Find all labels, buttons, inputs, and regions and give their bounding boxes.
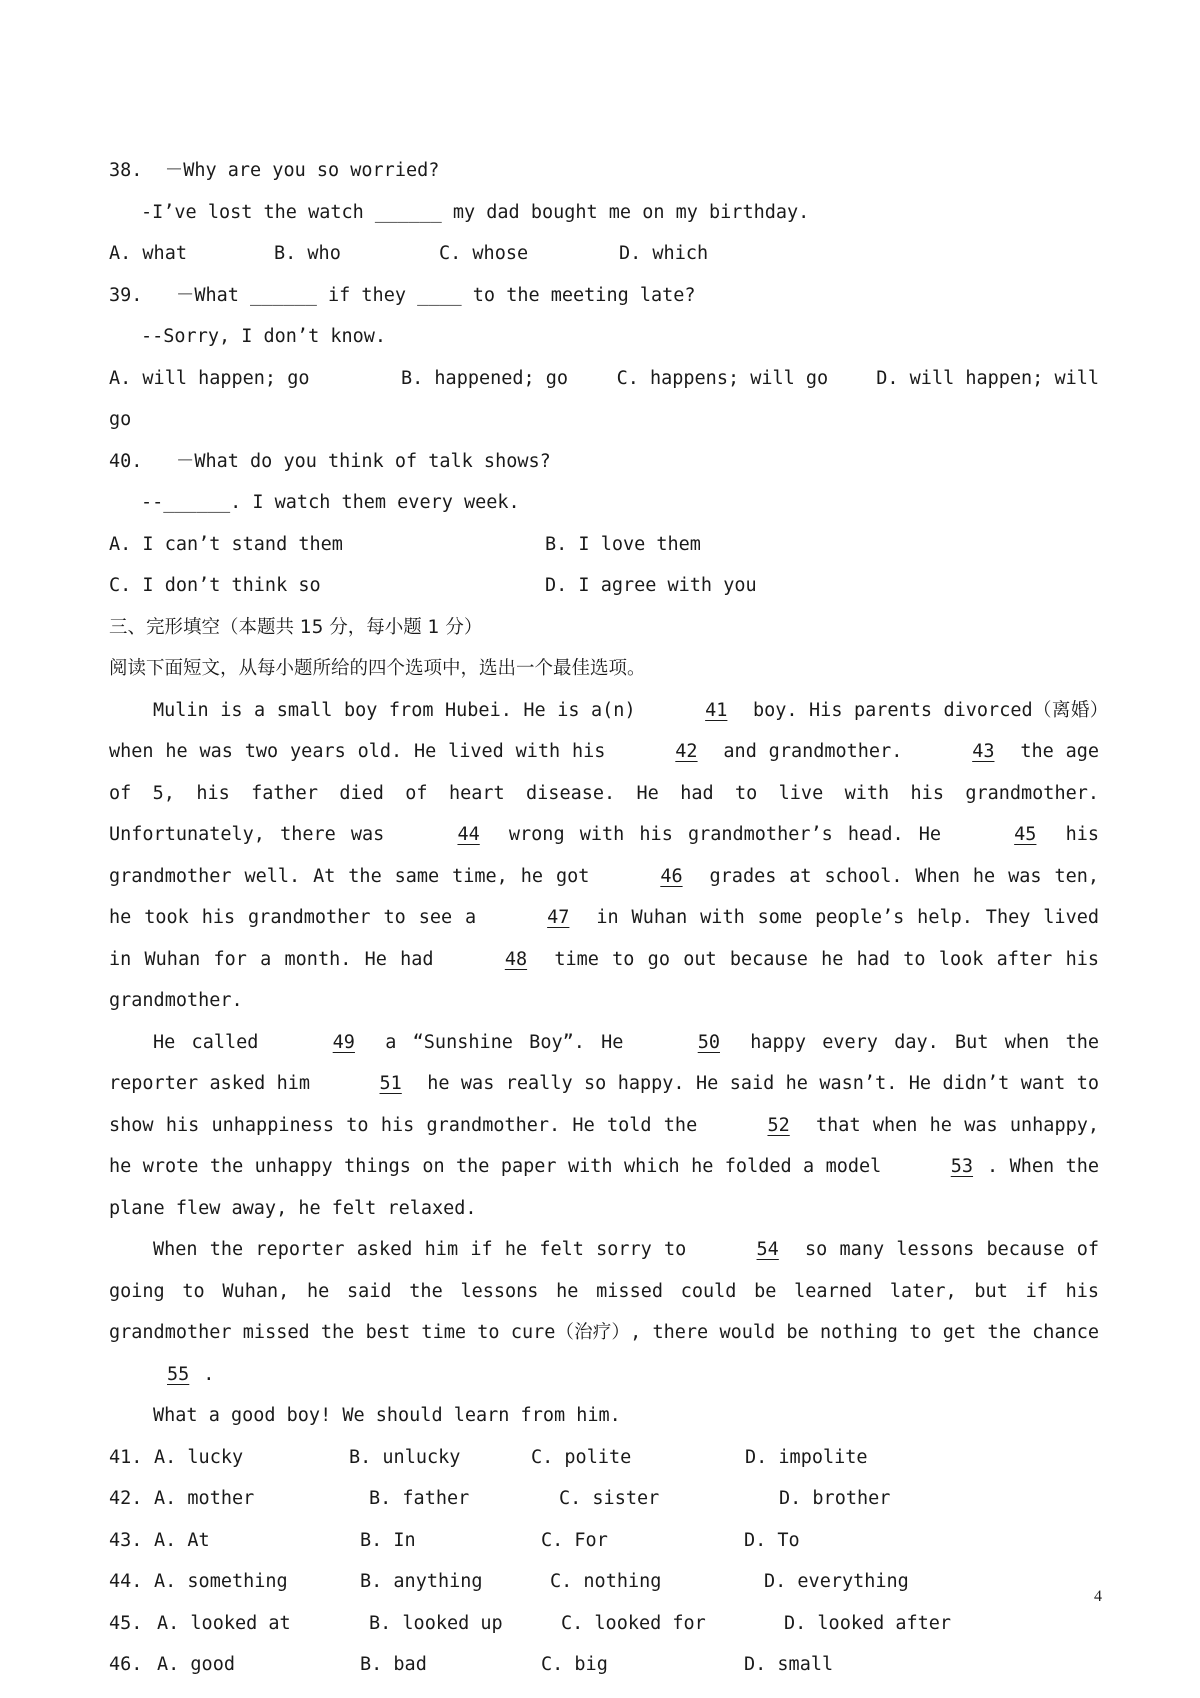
option-a: A. mother (154, 1488, 255, 1509)
option-b: B. In (360, 1529, 416, 1551)
choice-row-44 (109, 1561, 1099, 1603)
passage-paragraph-2 (109, 1022, 1099, 1230)
question-39-option-wrap: go (109, 409, 132, 430)
option-d: D. brother (779, 1488, 891, 1509)
passage-text: his grandmother well. At the same time, he got (109, 824, 1099, 887)
section-instruction: 阅读下面短文，从每小题所给的四个选项中，选出一个最佳选项。 (109, 658, 646, 679)
blank-44: 44 (457, 824, 480, 845)
option-b: B. looked up (369, 1612, 503, 1634)
option-a: A. what (109, 243, 187, 264)
option-b: B. anything (360, 1571, 483, 1592)
option-d: D. To (744, 1529, 800, 1551)
option-d: D. I agree with you (545, 575, 757, 596)
blank-54: 54 (756, 1239, 779, 1260)
passage-text: so many lessons because of going to Wuhan, he said the lessons he missed could be learned later, but if his grandmother missed the best time to cure（治疗）, there would be nothing to get the chance (109, 1239, 1099, 1343)
passage-text: a “Sunshine Boy”. He (368, 1031, 640, 1053)
blank-42: 42 (675, 741, 698, 762)
option-a: A. At (154, 1529, 210, 1551)
passage-text: wrong with his grandmother’s head. He (493, 824, 957, 845)
question-40-prompt (109, 441, 1099, 483)
choice-row-42 (109, 1478, 1099, 1520)
passage-paragraph-1 (109, 690, 1099, 1022)
option-b: B. bad (360, 1654, 427, 1675)
question-40-options-row-1 (109, 524, 1099, 566)
question-number: 41. (109, 1446, 143, 1468)
option-a: A. will happen; go (109, 367, 310, 389)
question-number: 43. (109, 1529, 143, 1551)
question-39-reply: --Sorry, I don’t know. (141, 326, 387, 347)
question-number: 46. (109, 1654, 143, 1675)
option-c: C. For (541, 1529, 608, 1551)
blank-47: 47 (547, 907, 570, 928)
passage-text: grades at school. When he was ten, he took his grandmother to see a (109, 865, 1099, 928)
option-a: A. good (157, 1654, 235, 1675)
question-number: 45. (109, 1612, 143, 1634)
option-a: A. something (154, 1571, 288, 1592)
choice-row-43 (109, 1520, 1099, 1562)
question-text: －What ______ if they ____ to the meeting late? (175, 284, 696, 306)
option-d: D. which (619, 243, 709, 264)
passage-text: he was really so happy. He said he wasn’t. He didn’t want to show his unhappiness to his grandmother. He told the (109, 1073, 1099, 1136)
blank-50: 50 (697, 1031, 720, 1053)
question-number: 42. (109, 1488, 143, 1509)
option-d: D. small (744, 1654, 834, 1675)
question-40-reply: --______. I watch them every week. (141, 492, 520, 513)
passage-paragraph-3 (109, 1229, 1099, 1395)
section-heading: 三、完形填空（本题共 15 分，每小题 1 分） (109, 616, 483, 638)
option-b: B. father (369, 1488, 470, 1509)
blank-48: 48 (504, 948, 528, 970)
option-a: A. lucky (154, 1446, 244, 1468)
option-c: C. looked for (561, 1612, 706, 1634)
blank-43: 43 (972, 741, 995, 762)
question-number: 44. (109, 1571, 143, 1592)
passage-text: Mulin is a small boy from Hubei. He is a(n) (153, 699, 648, 721)
option-b: B. unlucky (349, 1446, 461, 1468)
question-39-options (109, 358, 1099, 400)
question-number: 40. (109, 450, 143, 472)
option-c: C. happens; will go (616, 367, 829, 389)
question-text: －Why are you so worried? (164, 160, 440, 181)
passage-text: happy every day. But when the reporter asked him (109, 1031, 1099, 1094)
question-number: 39. (109, 284, 143, 306)
question-38-reply: -I’ve lost the watch ______ my dad bought me on my birthday. (141, 201, 810, 223)
exam-content (109, 150, 1099, 1686)
option-b: B. I love them (545, 533, 701, 555)
option-d: D. will happen; will (876, 367, 1100, 389)
option-b: B. happened; go (401, 367, 569, 389)
option-c: C. sister (559, 1488, 660, 1509)
passage-text: . (203, 1363, 215, 1385)
passage-paragraph-4: What a good boy! We should learn from him. (153, 1405, 621, 1426)
option-a: A. looked at (157, 1612, 291, 1634)
passage-text: the age of 5, his father died of heart disease. He had to live with his grandmother. Unfortunately, there was (109, 741, 1099, 845)
option-d: D. impolite (745, 1446, 868, 1468)
page-number: 4 (1094, 1588, 1102, 1605)
option-c: C. nothing (550, 1571, 662, 1592)
blank-51: 51 (379, 1073, 402, 1094)
passage-text: and grandmother. (711, 741, 915, 762)
question-38-prompt (109, 150, 1099, 192)
option-c: C. big (541, 1654, 608, 1675)
blank-49: 49 (332, 1031, 355, 1053)
question-38-options (109, 233, 1099, 275)
option-a: A. I can’t stand them (109, 533, 343, 555)
passage-text: that when he was unhappy, he wrote the unhappy things on the paper with which he folded a model (109, 1114, 1099, 1177)
blank-45: 45 (1014, 824, 1037, 845)
question-number: 38. (109, 160, 143, 181)
option-d: D. looked after (784, 1612, 952, 1634)
choice-row-45 (109, 1603, 1099, 1645)
blank-52: 52 (767, 1114, 790, 1136)
option-c: C. polite (531, 1446, 632, 1468)
blank-55: 55 (167, 1363, 190, 1385)
passage-text: in Wuhan with some people’s help. They lived in Wuhan for a month. He had (109, 907, 1099, 970)
passage-text: . When the plane flew away, he felt relaxed. (109, 1156, 1099, 1219)
option-d: D. everything (764, 1571, 909, 1592)
question-39-prompt (109, 275, 1099, 317)
blank-46: 46 (660, 865, 683, 887)
blank-41: 41 (705, 699, 728, 721)
passage-text: When the reporter asked him if he felt sorry to (153, 1239, 699, 1260)
passage-text: boy. His parents divorced（离婚）when he was two years old. He lived with his (109, 699, 1099, 762)
option-c: C. whose (439, 243, 529, 264)
option-b: B. who (274, 243, 341, 264)
choice-row-41 (109, 1437, 1099, 1479)
question-text: －What do you think of talk shows? (175, 450, 551, 472)
choice-row-46 (109, 1644, 1099, 1686)
question-40-options-row-2 (109, 565, 1099, 607)
option-c: C. I don’t think so (109, 575, 321, 596)
blank-53: 53 (950, 1156, 974, 1177)
passage-text: time to go out because he had to look after his grandmother. (109, 948, 1099, 1011)
passage-text: He called (153, 1031, 275, 1053)
